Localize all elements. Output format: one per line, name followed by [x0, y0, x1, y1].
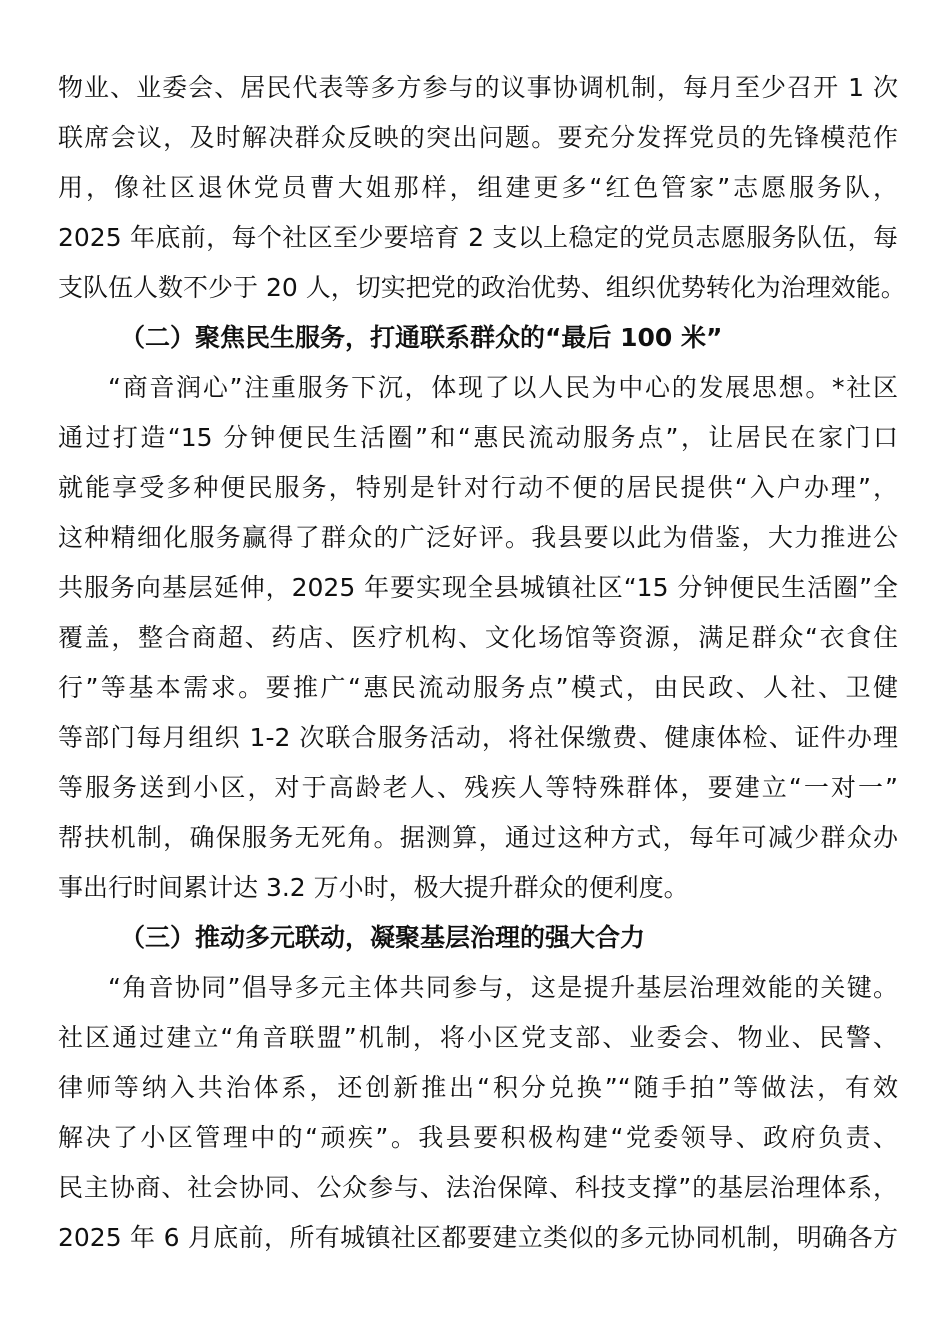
- body-text-line: 支队伍人数不少于 20 人，切实把党的政治优势、组织优势转化为治理效能。: [58, 273, 906, 302]
- body-text-line: 这种精细化服务赢得了群众的广泛好评。我县要以此为借鉴，大力推进公: [58, 523, 898, 552]
- section-heading-3: （三）推动多元联动，凝聚基层治理的强大合力: [120, 923, 646, 952]
- body-text-line: “商音润心”注重服务下沉，体现了以人民为中心的发展思想。*社区: [108, 373, 898, 402]
- body-text-line: 等部门每月组织 1-2 次联合服务活动，将社保缴费、健康体检、证件办理: [58, 723, 898, 752]
- body-text-line: 行”等基本需求。要推广“惠民流动服务点”模式，由民政、人社、卫健: [58, 673, 898, 702]
- body-text-line: “角音协同”倡导多元主体共同参与，这是提升基层治理效能的关键。: [108, 973, 898, 1002]
- body-text-line: 2025 年 6 月底前，所有城镇社区都要建立类似的多元协同机制，明确各方: [58, 1223, 898, 1252]
- body-text-line: 覆盖，整合商超、药店、医疗机构、文化场馆等资源，满足群众“衣食住: [58, 623, 898, 652]
- body-text-line: 用，像社区退休党员曹大姐那样，组建更多“红色管家”志愿服务队，: [58, 173, 898, 202]
- body-text-line: 律师等纳入共治体系，还创新推出“积分兑换”“随手拍”等做法，有效: [58, 1073, 898, 1102]
- body-text-line: 社区通过建立“角音联盟”机制，将小区党支部、业委会、物业、民警、: [58, 1023, 898, 1052]
- body-text-line: 物业、业委会、居民代表等多方参与的议事协调机制，每月至少召开 1 次: [58, 73, 898, 102]
- body-text-line: 通过打造“15 分钟便民生活圈”和“惠民流动服务点”，让居民在家门口: [58, 423, 898, 452]
- body-text-line: 就能享受多种便民服务，特别是针对行动不便的居民提供“入户办理”，: [58, 473, 898, 502]
- body-text-line: 帮扶机制，确保服务无死角。据测算，通过这种方式，每年可减少群众办: [58, 823, 898, 852]
- body-text-line: 等服务送到小区，对于高龄老人、残疾人等特殊群体，要建立“一对一”: [58, 773, 898, 802]
- body-text-line: 共服务向基层延伸，2025 年要实现全县城镇社区“15 分钟便民生活圈”全: [58, 573, 898, 602]
- body-text-line: 解决了小区管理中的“顽疾”。我县要积极构建“党委领导、政府负责、: [58, 1123, 898, 1152]
- body-text-line: 民主协商、社会协同、公众参与、法治保障、科技支撑”的基层治理体系，: [58, 1173, 898, 1202]
- body-text-line: 2025 年底前，每个社区至少要培育 2 支以上稳定的党员志愿服务队伍，每: [58, 223, 898, 252]
- section-heading-2: （二）聚焦民生服务，打通联系群众的“最后 100 米”: [120, 323, 723, 352]
- body-text-line: 事出行时间累计达 3.2 万小时，极大提升群众的便利度。: [58, 873, 689, 902]
- body-text-line: 联席会议，及时解决群众反映的突出问题。要充分发挥党员的先锋模范作: [58, 123, 898, 152]
